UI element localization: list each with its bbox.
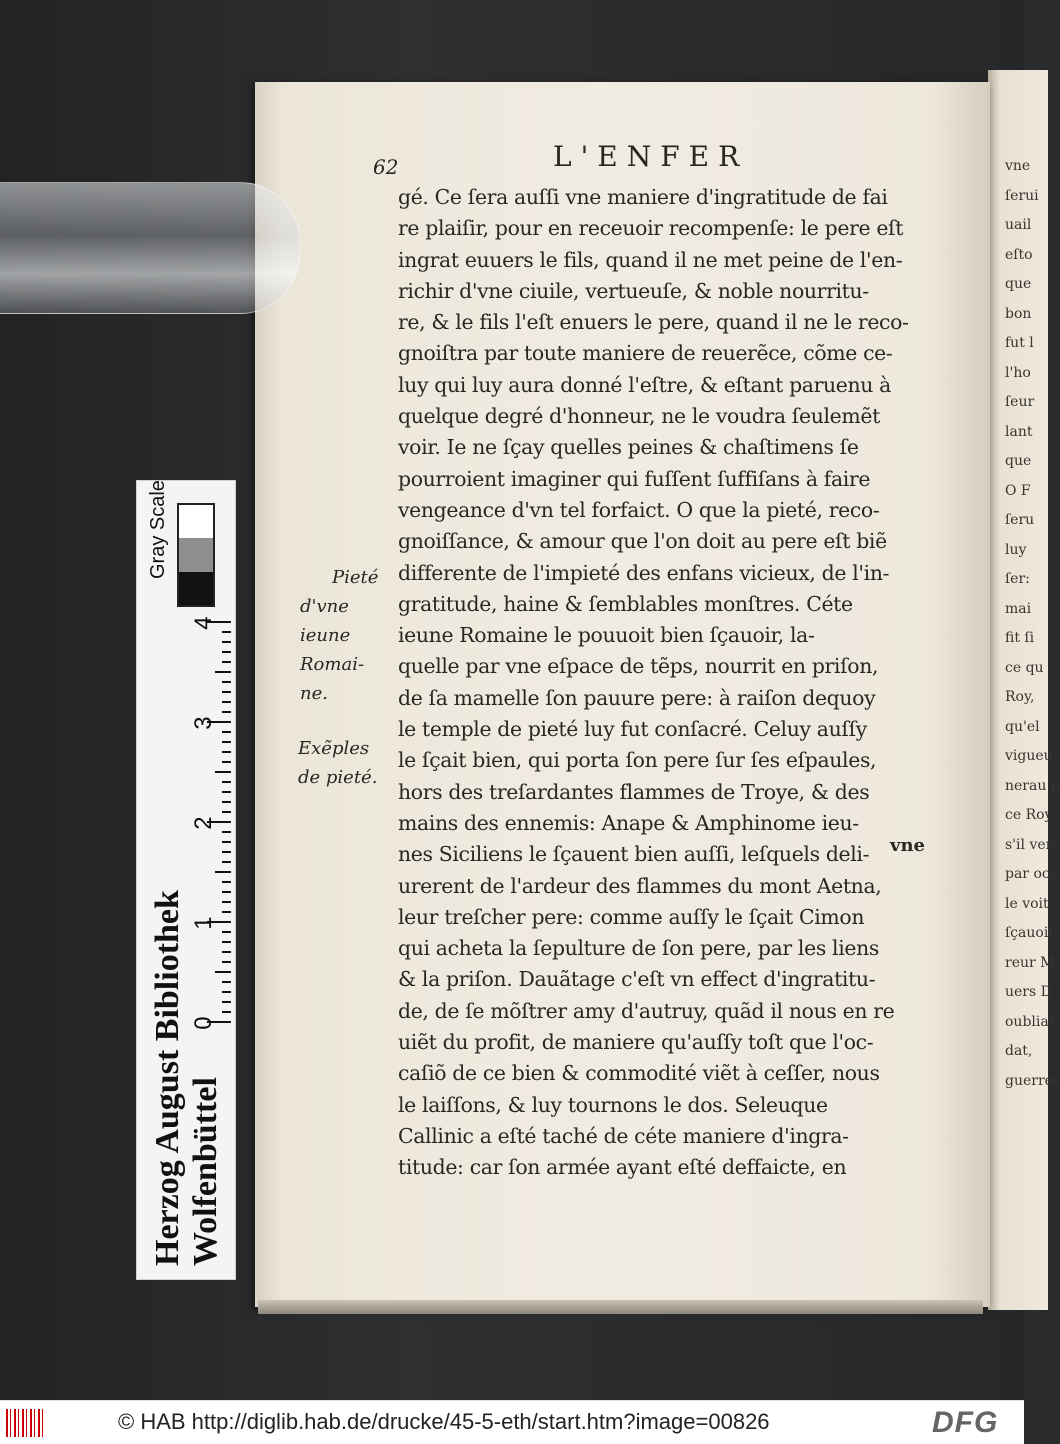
facing-text-fragment: ce qu (1005, 659, 1044, 676)
text-line: luy qui luy aura donné l'eſtre, & eſtant paruenu à (398, 372, 891, 397)
facing-text-fragment: guerres (1005, 1072, 1060, 1089)
text-line: de ſa mamelle ſon pauure pere: à raiſon dequoy (398, 685, 876, 710)
ruler-tick (222, 811, 231, 813)
facing-text-fragment: vne (1005, 158, 1031, 174)
text-line: qui acheta la ſepulture de ſon pere, par les liens (398, 936, 880, 961)
text-line: & la priſon. Dauãtage c'eſt vn effect d'ingratitu- (398, 967, 876, 992)
text-line: re plaiſir, pour en receuoir recompenſe: le pere eſt (398, 216, 904, 241)
facing-text-fragment: eſto (1005, 246, 1033, 263)
gray-scale-label: Gray Scale (147, 480, 169, 579)
ruler-tick (222, 781, 231, 783)
ruler-tick (215, 671, 231, 673)
facing-text-fragment: nerau p (1005, 777, 1060, 794)
facing-text-fragment: Roy, (1005, 689, 1035, 705)
facing-text-fragment: uers D (1005, 984, 1052, 1000)
facing-text-fragment: fut l (1005, 335, 1034, 351)
text-line: gratitude, haine & ſemblables monſtres. Céte (398, 591, 853, 616)
facing-text-fragment: que (1005, 276, 1032, 292)
running-title: L'ENFER (553, 140, 749, 173)
facing-text-fragment: bon (1005, 305, 1032, 322)
facing-text-fragment: ſer: (1005, 571, 1030, 587)
text-line: le laiſſons, & luy tournons le dos. Seleuque (398, 1092, 828, 1117)
facing-text-fragment: ſeur (1005, 394, 1035, 410)
gray-swatch-black (179, 572, 213, 605)
text-line: titude: car ſon armée ayant eſté deffaicte, en (398, 1155, 847, 1180)
text-line: Callinic a eſté taché de céte maniere d'ingra- (398, 1123, 849, 1148)
library-name-line-2: Wolfenbüttel (187, 1077, 224, 1266)
facing-text-fragment: qu'el (1005, 718, 1040, 735)
text-line: vengeance d'vn tel forfaict. O que la pieté, reco- (398, 497, 880, 522)
margin-note-line: d'vne (300, 596, 349, 617)
text-line: pourroient imaginer qui fuſſent ſuffiſans à faire (398, 466, 871, 491)
text-line: re, & le fils l'eſt enuers le pere, quand il ne le reco- (398, 310, 909, 335)
text-line: ingrat euuers le fils, quand il ne met peine de l'en- (398, 247, 903, 272)
footer-url[interactable]: © HAB http://diglib.hab.de/drucke/45-5-eth/start.htm?image=00826 (118, 1409, 770, 1434)
facing-text-fragment: reur M (1005, 954, 1055, 971)
text-line: le temple de pieté luy fut conſacré. Celuy auſſy (398, 717, 867, 742)
ruler-tick (215, 871, 231, 873)
margin-note-line: ieune (300, 625, 351, 646)
ruler-tick (222, 661, 231, 663)
text-line: nes Siciliens le ſçauent bien auſſi, leſquels deli- (398, 842, 870, 867)
text-line: hors des treſardantes flammes de Troye, & des (398, 779, 870, 804)
facing-text-fragment: oubliar (1005, 1013, 1056, 1030)
gray-swatch-mid (179, 538, 213, 571)
text-line: gnoiſtra par toute maniere de reuerẽce, cõme ce- (398, 341, 893, 366)
ruler-tick (222, 801, 231, 803)
facing-text-fragment: ſeru (1005, 512, 1035, 528)
facing-text-fragment: ſçauoit (1005, 925, 1054, 941)
facing-text-fragment: ce Roy, (1005, 807, 1056, 823)
facing-text-fragment: vigueu (1005, 748, 1053, 764)
ruler-number: 2 (190, 816, 217, 830)
text-line: uiẽt du profit, de maniere qu'auſſy toſt que l'oc- (398, 1030, 874, 1055)
library-name-line-1: Herzog August Bibliothek (149, 890, 186, 1266)
ruler-tick (222, 881, 231, 883)
text-line: caſiõ de ce bien & commodité viẽt à ceſſer, nous (398, 1061, 880, 1086)
ruler-tick (222, 741, 231, 743)
ruler-tick (222, 861, 231, 863)
ruler-tick (222, 791, 231, 793)
facing-text-fragment: par occ (1005, 866, 1058, 882)
ruler-number: 0 (190, 1016, 217, 1030)
text-line: quelque degré d'honneur, ne le voudra ſeulemẽt (398, 404, 880, 429)
text-line: quelle par vne eſpace de tẽps, nourrit en priſon, (398, 654, 879, 679)
facing-text-fragment: ſerui (1005, 187, 1039, 204)
ruler-tick (222, 691, 231, 693)
text-line: de, de ſe mõſtrer amy d'autruy, quãd il nous en re (398, 998, 895, 1023)
ruler-tick (222, 641, 231, 643)
facing-text-fragment: l'ho (1005, 364, 1031, 381)
ruler-number: 1 (190, 916, 217, 930)
ruler-tick (222, 761, 231, 763)
page-edge (258, 1300, 983, 1314)
facing-text-fragment: O F (1005, 482, 1031, 499)
facing-text-fragment: le voit (1005, 895, 1049, 912)
text-line: ieune Romaine le pouuoit bien ſçauoir, la- (398, 623, 815, 648)
gray-swatch-white (179, 505, 213, 538)
facing-text-fragment: dat, (1005, 1043, 1033, 1059)
text-line: urerent de l'ardeur des flammes du mont Aetna, (398, 873, 882, 898)
text-line: mains des ennemis: Anape & Amphinome ieu- (398, 810, 859, 835)
ruler-tick (222, 711, 231, 713)
gray-scale-swatches (177, 503, 215, 607)
text-line: gnoiſſance, & amour que l'on doit au pere eſt biẽ (398, 529, 887, 554)
facing-text-fragment: s'il ven (1005, 836, 1055, 853)
facing-text-fragment: luy (1005, 541, 1027, 558)
ruler-tick (222, 631, 231, 633)
margin-note-line: Exẽples (298, 738, 370, 759)
ruler-tick (222, 731, 231, 733)
ruler-tick (215, 771, 231, 773)
ruler-tick (222, 701, 231, 703)
ruler-tick (222, 651, 231, 653)
text-line: differente de l'impieté des enfans vicieux, de l'in- (398, 560, 890, 585)
footer-bar (0, 1400, 1024, 1444)
ruler-number: 4 (190, 616, 217, 630)
body-text (398, 182, 943, 1184)
margin-note-line: Romai- (300, 654, 365, 675)
ruler-tick (222, 681, 231, 683)
facing-text-fragment: uail (1005, 217, 1032, 233)
library-name (149, 890, 225, 1266)
hab-logo-icon (6, 1409, 46, 1437)
ruler-tick (222, 831, 231, 833)
running-head (373, 140, 933, 180)
text-line: richir d'vne ciuile, vertueuſe, & noble nourritu- (398, 278, 869, 303)
glass-clamp (0, 182, 300, 314)
facing-text-fragment: que (1005, 453, 1032, 469)
scale-ruler (136, 480, 236, 1280)
text-line: voir. Ie ne ſçay quelles peines & chaſtimens ſe (398, 435, 859, 460)
margin-note-line: de pieté. (298, 767, 378, 788)
margin-note-line: Pieté (332, 567, 379, 588)
text-line: le ſçait bien, qui porta ſon pere ſur ſes eſpaules, (398, 748, 877, 773)
ruler-number: 3 (190, 716, 217, 730)
text-line: leur treſcher pere: comme auſſy le ſçait Cimon (398, 904, 865, 929)
margin-note-line: ne. (300, 683, 328, 704)
folio-number: 62 (373, 155, 399, 179)
facing-text-fragment: fit ſi (1005, 630, 1035, 646)
ruler-tick (222, 841, 231, 843)
catchword: vne (890, 835, 925, 856)
ruler-tick (222, 751, 231, 753)
ruler-tick (222, 851, 231, 853)
text-line: gé. Ce ſera auſſi vne maniere d'ingratitude de fai (398, 185, 888, 209)
facing-text-fragment: lant (1005, 423, 1033, 440)
facing-text-fragment: mai (1005, 600, 1032, 617)
dfg-logo: DFG (932, 1406, 999, 1439)
